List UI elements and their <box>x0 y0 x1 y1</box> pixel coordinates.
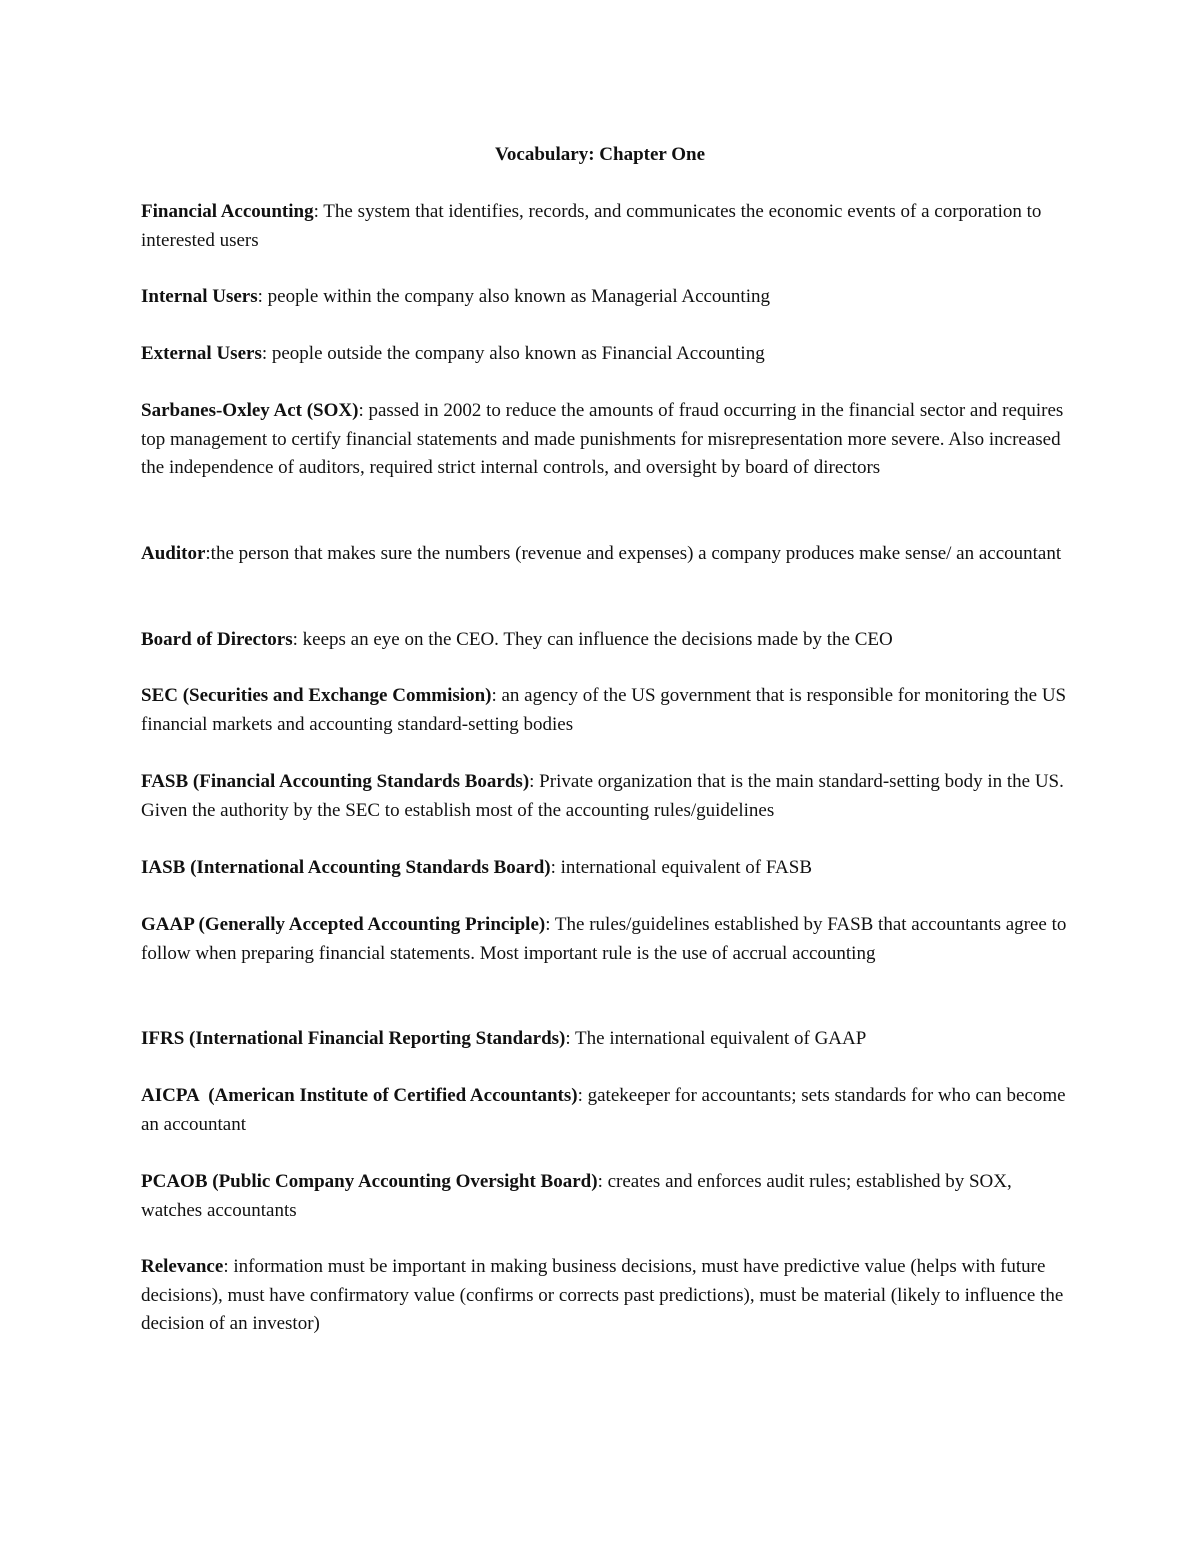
entry-definition: : an agency of the US government that is responsible for monitoring the US financial markets and accounting standard-setting bodies <box>141 685 1067 735</box>
entry-term: Relevance <box>141 1256 224 1277</box>
entry-definition: :the person that makes sure the numbers (revenue and expenses) a company produces make sense/ an accountant <box>205 543 1062 564</box>
vocab-entry-gaap <box>141 911 1071 968</box>
entry-definition: : The international equivalent of GAAP <box>565 1028 867 1049</box>
vocab-entry-sec <box>141 682 1071 739</box>
entry-term: GAAP (Generally Accepted Accounting Principle) <box>141 914 546 935</box>
entry-term: Auditor <box>141 543 206 564</box>
entry-definition: : people within the company also known as Managerial Accounting <box>257 286 770 307</box>
entry-definition: : The rules/guidelines established by FASB that accountants agree to follow when preparing financial statements. Most important rule is the use of accrual accounting <box>141 914 1067 964</box>
page-title: Vocabulary: Chapter One <box>494 144 706 165</box>
entry-term: IASB (International Accounting Standards Board) <box>141 857 551 878</box>
vocab-entry-iasb <box>141 854 1071 883</box>
entry-definition: : Private organization that is the main standard-setting body in the US. Given the authority by the SEC to establish most of the accounting rules/guidelines <box>141 771 1064 821</box>
entry-term: AICPA (American Institute of Certified Accountants) <box>141 1085 578 1106</box>
entry-definition: : information must be important in making business decisions, must have predictive value (helps with future decisions), must have confirmatory value (confirms or corrects past predictions), must be material (likely to influence the decision of an investor) <box>141 1256 1064 1335</box>
vocab-entry-fasb <box>141 768 1071 825</box>
vocab-entry-ifrs <box>141 1025 1071 1054</box>
vocab-entry-external-users <box>141 340 1071 369</box>
entry-term: External Users <box>141 343 262 364</box>
entry-definition: : keeps an eye on the CEO. They can influence the decisions made by the CEO <box>292 629 893 650</box>
entry-definition: : people outside the company also known as Financial Accounting <box>261 343 765 364</box>
vocab-entry-financial-accounting <box>141 198 1071 255</box>
vocab-entry-pcaob <box>141 1168 1071 1225</box>
entry-term: Board of Directors <box>141 629 293 650</box>
vocab-entry-internal-users <box>141 283 1071 312</box>
entry-definition: : creates and enforces audit rules; established by SOX, watches accountants <box>141 1171 1012 1221</box>
entry-term: FASB (Financial Accounting Standards Boards) <box>141 771 530 792</box>
entry-definition: : gatekeeper for accountants; sets standards for who can become an accountant <box>141 1085 1066 1135</box>
entry-term: Internal Users <box>141 286 258 307</box>
vocab-entry-relevance <box>141 1253 1071 1339</box>
entry-term: PCAOB (Public Company Accounting Oversight Board) <box>141 1171 598 1192</box>
entry-term: Sarbanes-Oxley Act (SOX) <box>141 400 359 421</box>
vocab-entry-sarbanes-oxley-act <box>141 397 1071 483</box>
entry-term: Financial Accounting <box>141 201 314 222</box>
vocab-entry-board-of-directors <box>141 626 1071 655</box>
entry-definition: : passed in 2002 to reduce the amounts of fraud occurring in the financial sector and requires top management to certify financial statements and made punishments for misrepresentation more severe. Also increased the independence of auditors, required strict internal controls, and oversight by board of directors <box>141 400 1064 479</box>
entry-definition: : international equivalent of FASB <box>550 857 813 878</box>
vocab-entry-aicpa <box>141 1082 1071 1139</box>
entry-term: IFRS (International Financial Reporting Standards) <box>141 1028 566 1049</box>
vocab-entry-auditor <box>141 540 1071 569</box>
entry-term: SEC (Securities and Exchange Commision) <box>141 685 492 706</box>
entry-definition: : The system that identifies, records, and communicates the economic events of a corporation to interested users <box>141 201 1042 251</box>
